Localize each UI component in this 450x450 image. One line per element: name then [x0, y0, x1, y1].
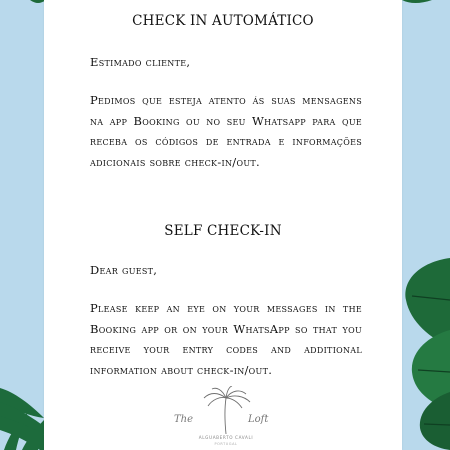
pt-body: Pedimos que esteja atento ás suas mensagens na app Booking ou no seu Whatsapp para que receba os códigos de entrada e informações adicionais sobre check-in/out. — [90, 93, 362, 169]
logo-script-left: The — [174, 414, 194, 425]
leaf-top-right — [402, 0, 432, 3]
en-greeting: Dear guest, — [90, 263, 158, 277]
logo-subtitle-2: PORTUGAL — [214, 442, 238, 446]
info-card — [44, 0, 402, 450]
logo-subtitle: ALGUABERTO CAVALI — [198, 435, 254, 440]
pt-greeting: Estimado cliente, — [90, 55, 191, 69]
pt-title: CHECK IN AUTOMÁTICO — [132, 13, 314, 29]
en-body: Please keep an eye on your messages in the Booking app or on your WhatsApp so that you receive your entry codes and additional information about check-in/out. — [90, 301, 362, 377]
palm-tree-icon — [166, 386, 286, 436]
en-title: SELF CHECK-IN — [164, 223, 282, 239]
logo-script-right: Loft — [248, 414, 269, 425]
monstera-leaf-right — [405, 258, 450, 450]
brand-logo — [166, 386, 286, 450]
